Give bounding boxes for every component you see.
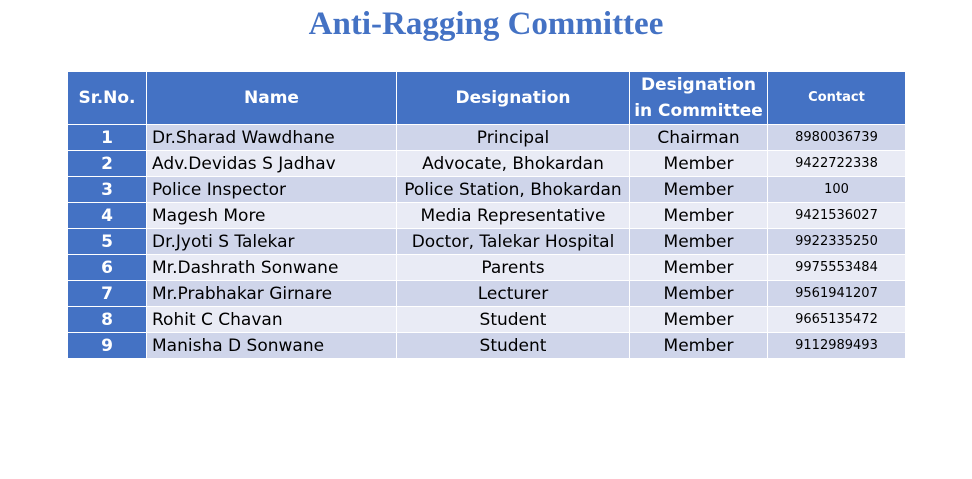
cell-sr-no: 8 xyxy=(68,307,147,333)
header-name: Name xyxy=(147,72,397,125)
table-row xyxy=(68,203,906,229)
cell-designation: Lecturer xyxy=(397,281,630,307)
cell-designation: Principal xyxy=(397,125,630,151)
header-contact: Contact xyxy=(768,72,906,125)
header-designation: Designation xyxy=(397,72,630,125)
cell-sr-no: 5 xyxy=(68,229,147,255)
cell-name: Dr.Jyoti S Talekar xyxy=(147,229,397,255)
committee-table xyxy=(67,71,906,359)
cell-name: Rohit C Chavan xyxy=(147,307,397,333)
cell-sr-no: 9 xyxy=(68,333,147,359)
cell-contact: 9975553484 xyxy=(768,255,906,281)
table-row xyxy=(68,125,906,151)
cell-name: Adv.Devidas S Jadhav xyxy=(147,151,397,177)
cell-contact: 100 xyxy=(768,177,906,203)
cell-committee-role: Member xyxy=(630,281,768,307)
cell-contact: 9922335250 xyxy=(768,229,906,255)
table-row xyxy=(68,151,906,177)
cell-contact: 8980036739 xyxy=(768,125,906,151)
cell-committee-role: Member xyxy=(630,203,768,229)
table-row xyxy=(68,229,906,255)
cell-committee-role: Chairman xyxy=(630,125,768,151)
cell-contact: 9422722338 xyxy=(768,151,906,177)
cell-name: Magesh More xyxy=(147,203,397,229)
header-row xyxy=(68,72,906,125)
cell-sr-no: 7 xyxy=(68,281,147,307)
cell-name: Police Inspector xyxy=(147,177,397,203)
table-row xyxy=(68,281,906,307)
cell-sr-no: 6 xyxy=(68,255,147,281)
page-title: Anti-Ragging Committee xyxy=(308,6,664,42)
cell-committee-role: Member xyxy=(630,333,768,359)
cell-sr-no: 1 xyxy=(68,125,147,151)
cell-committee-role: Member xyxy=(630,229,768,255)
cell-committee-role: Member xyxy=(630,177,768,203)
cell-designation: Police Station, Bhokardan xyxy=(397,177,630,203)
cell-name: Manisha D Sonwane xyxy=(147,333,397,359)
cell-sr-no: 2 xyxy=(68,151,147,177)
header-designation-in-committee: Designation in Committee xyxy=(630,72,768,125)
header-sr-no: Sr.No. xyxy=(68,72,147,125)
cell-designation: Student xyxy=(397,307,630,333)
cell-contact: 9665135472 xyxy=(768,307,906,333)
cell-designation: Media Representative xyxy=(397,203,630,229)
cell-contact: 9561941207 xyxy=(768,281,906,307)
table-row xyxy=(68,255,906,281)
table-row xyxy=(68,333,906,359)
cell-name: Mr.Prabhakar Girnare xyxy=(147,281,397,307)
cell-name: Mr.Dashrath Sonwane xyxy=(147,255,397,281)
cell-designation: Advocate, Bhokardan xyxy=(397,151,630,177)
table-row xyxy=(68,177,906,203)
cell-contact: 9112989493 xyxy=(768,333,906,359)
cell-committee-role: Member xyxy=(630,151,768,177)
cell-designation: Doctor, Talekar Hospital xyxy=(397,229,630,255)
table-row xyxy=(68,307,906,333)
cell-contact: 9421536027 xyxy=(768,203,906,229)
cell-sr-no: 4 xyxy=(68,203,147,229)
cell-designation: Student xyxy=(397,333,630,359)
cell-designation: Parents xyxy=(397,255,630,281)
cell-name: Dr.Sharad Wawdhane xyxy=(147,125,397,151)
cell-committee-role: Member xyxy=(630,307,768,333)
cell-sr-no: 3 xyxy=(68,177,147,203)
cell-committee-role: Member xyxy=(630,255,768,281)
